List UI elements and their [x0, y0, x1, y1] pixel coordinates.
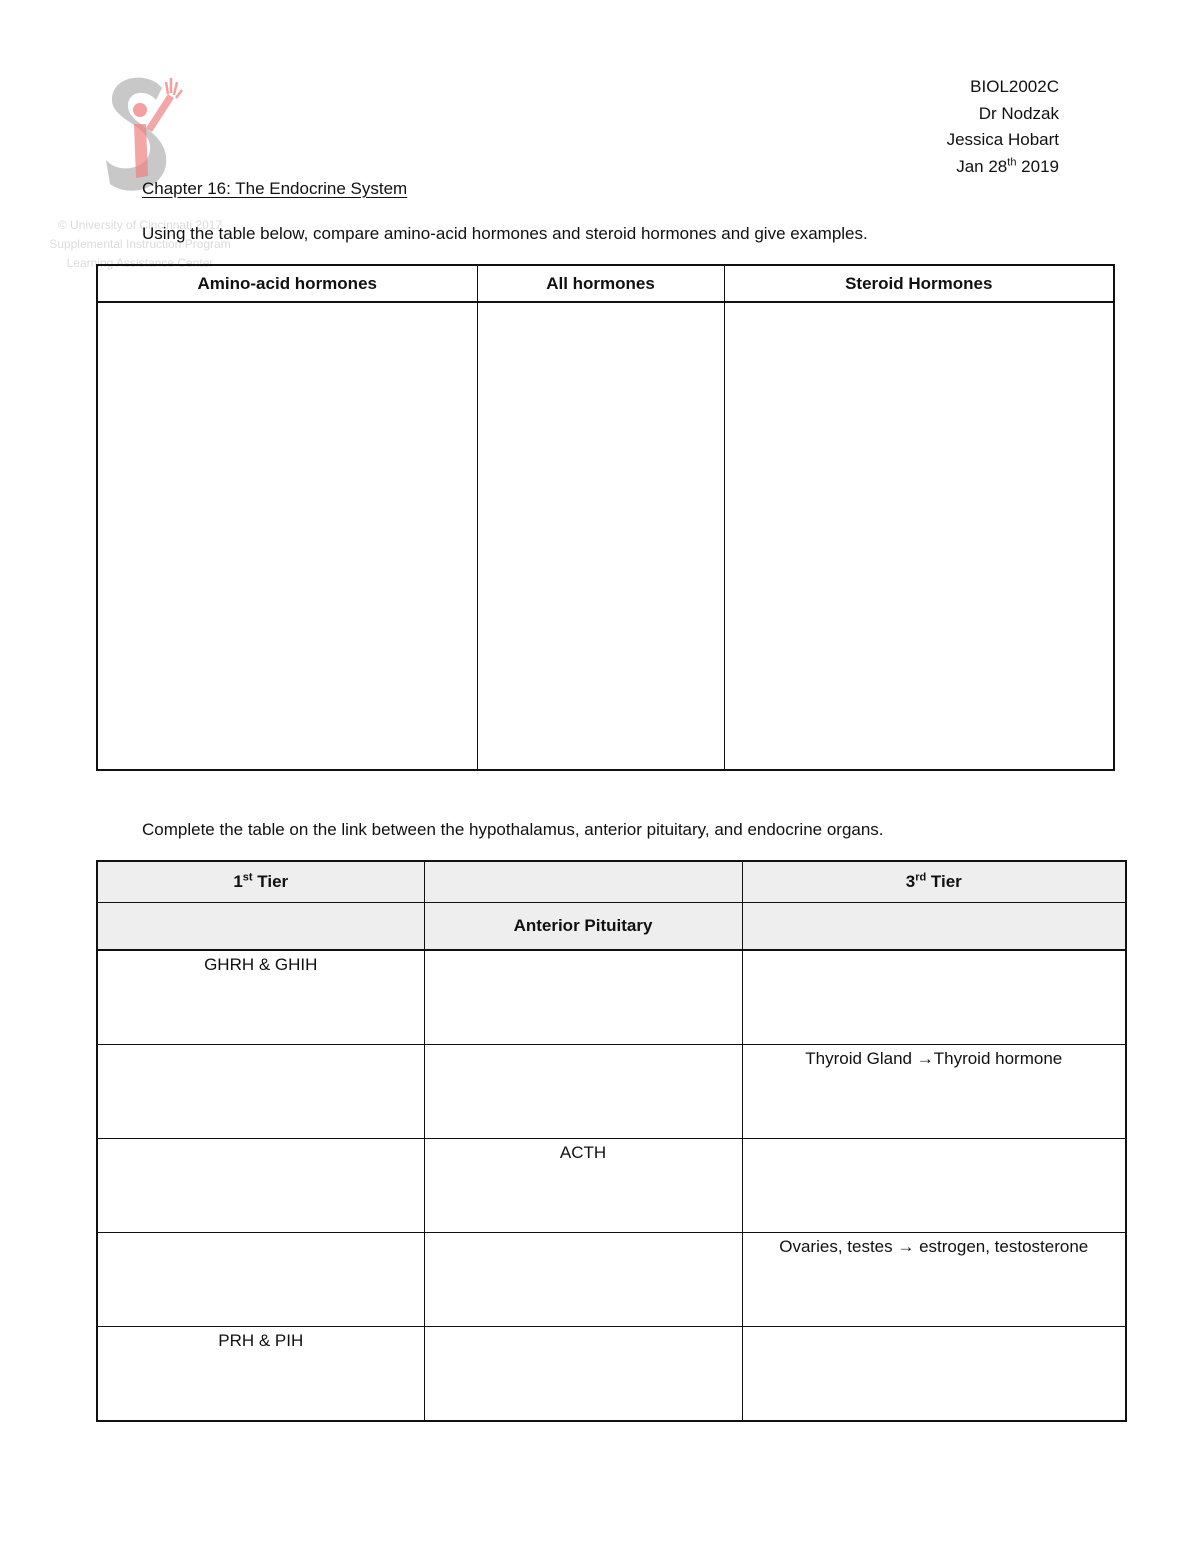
cell-r3-c3[interactable]	[742, 1139, 1126, 1233]
header-amino-acid: Amino-acid hormones	[97, 265, 477, 302]
cell-r2-c1[interactable]	[97, 1045, 424, 1139]
header-all-hormones: All hormones	[477, 265, 724, 302]
date-suffix: th	[1007, 155, 1017, 168]
cell-r4-c2[interactable]	[424, 1233, 742, 1327]
tier-table	[96, 860, 1127, 1422]
header-tier-2	[424, 861, 742, 903]
cell-r1-c1[interactable]: GHRH & GHIH	[97, 950, 424, 1045]
watermark-line-3: Learning Assistance Center	[66, 256, 214, 270]
cell-all-hormones[interactable]	[477, 302, 724, 770]
table-row	[97, 302, 1114, 770]
date-prefix: Jan 28	[956, 156, 1008, 176]
cell-r2-c2[interactable]	[424, 1045, 742, 1139]
instruction-complete: Complete the table on the link between the hypothalamus, anterior pituitary, and endocrine organs.	[142, 820, 884, 839]
cell-steroid[interactable]	[724, 302, 1114, 770]
watermark-line-2: Supplemental Instruction Program	[49, 237, 231, 251]
cell-r1-c2[interactable]	[424, 950, 742, 1045]
tier-header-row	[97, 861, 1126, 903]
cell-amino-acid[interactable]	[97, 302, 477, 770]
cell-r3-c1[interactable]	[97, 1139, 424, 1233]
table-row	[97, 1139, 1126, 1233]
header-steroid: Steroid Hormones	[724, 265, 1114, 302]
subheader-row	[97, 903, 1126, 951]
leader-name: Jessica Hobart	[946, 130, 1059, 149]
hormone-comparison-table	[96, 264, 1115, 771]
cell-r5-c2[interactable]	[424, 1327, 742, 1422]
cell-r3-c2[interactable]: ACTH	[424, 1139, 742, 1233]
instruction-compare: Using the table below, compare amino-acid hormones and steroid hormones and give examples.	[142, 224, 868, 243]
chapter-title: Chapter 16: The Endocrine System	[142, 179, 408, 198]
course-code: BIOL2002C	[970, 77, 1059, 96]
cell-r1-c3[interactable]	[742, 950, 1126, 1045]
cell-r5-c1[interactable]: PRH & PIH	[97, 1327, 424, 1422]
instructor-name: Dr Nodzak	[978, 103, 1059, 123]
table-row	[97, 1045, 1126, 1139]
cell-r2-c3[interactable]: Thyroid Gland →Thyroid hormone	[742, 1045, 1126, 1139]
subheader-anterior-pituitary: Anterior Pituitary	[424, 903, 742, 951]
header-tier-3: 3rd Tier	[742, 861, 1126, 903]
subheader-right	[742, 903, 1126, 951]
subheader-left	[97, 903, 424, 951]
watermark-line-1: © University of Cincinnati 2017	[57, 218, 223, 232]
header-tier-1: 1st Tier	[97, 861, 424, 903]
cell-r4-c3[interactable]: Ovaries, testes → estrogen, testosterone	[742, 1233, 1126, 1327]
date	[947, 154, 1059, 181]
table-row	[97, 1327, 1126, 1422]
table-row	[97, 950, 1126, 1045]
table-row	[97, 1233, 1126, 1327]
header-info	[947, 74, 1059, 180]
cell-r5-c3[interactable]	[742, 1327, 1126, 1422]
cell-r4-c1[interactable]	[97, 1233, 424, 1327]
table-header-row	[97, 265, 1114, 302]
date-year: 2019	[1016, 156, 1059, 176]
